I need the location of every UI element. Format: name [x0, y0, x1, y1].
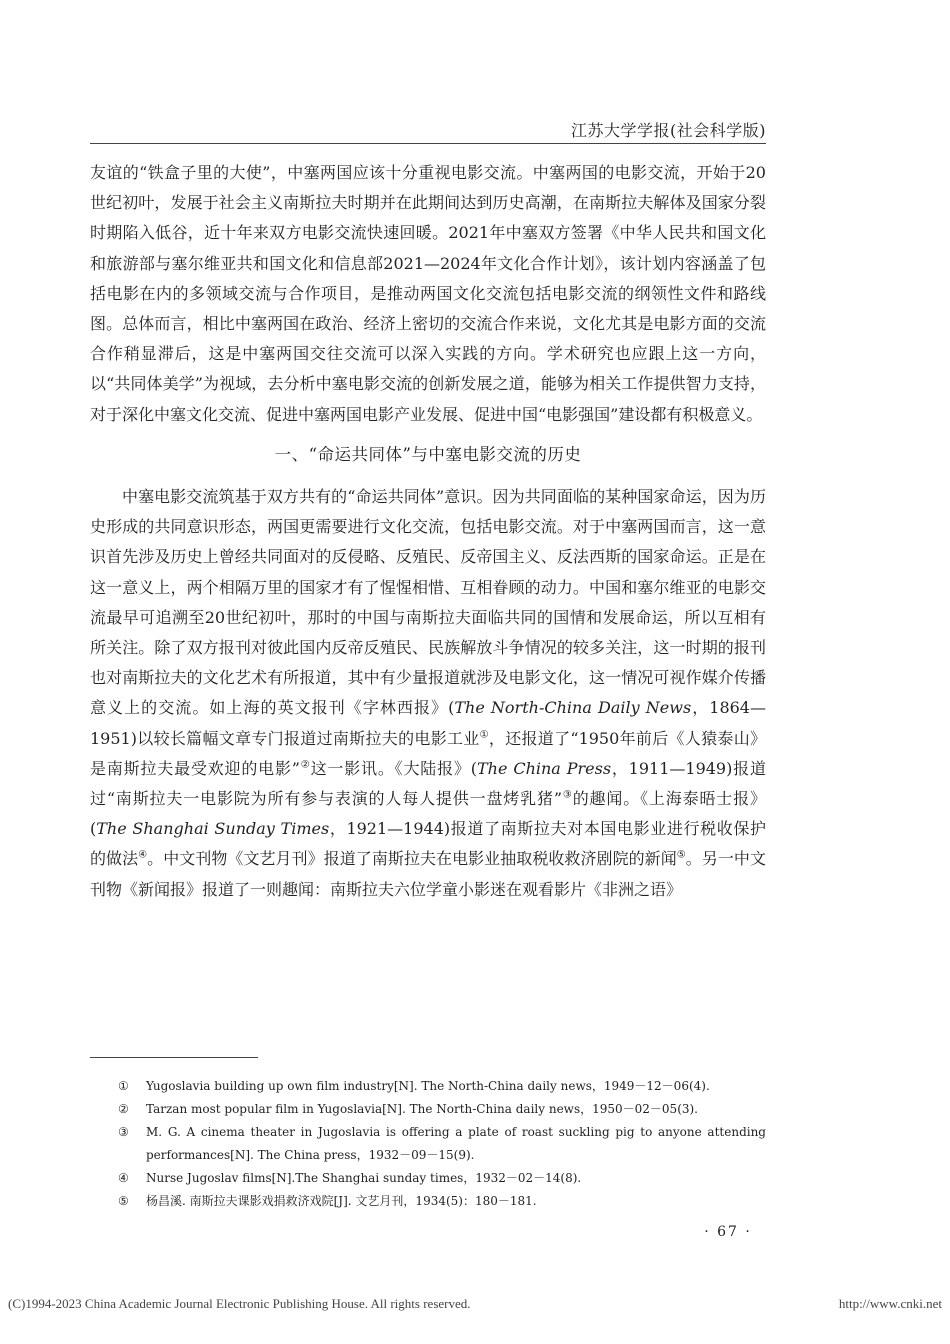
cnki-link[interactable]: http://www.cnki.net [838, 1296, 942, 1311]
journal-header: 江苏大学学报(社会科学版) [571, 121, 766, 140]
footnote-item [118, 1075, 766, 1098]
italic-title: The North-China Daily News [454, 698, 692, 718]
footnote-number: ③ [118, 1125, 129, 1139]
footnote-ref[interactable]: ⑤ [676, 850, 686, 862]
text-run: ，1921—1944)报道了南斯拉夫对本国电影业进行税收保护的做法 [90, 819, 767, 869]
text-run: ，还报道了“1950年前后《人猿泰山》是南斯拉夫最受欢迎的电影” [90, 728, 767, 778]
text-run: 这一影讯。《大陆报》( [310, 758, 477, 778]
footnote-text: Tarzan most popular film in Yugoslavia[N]. The North-China daily news，1950－02－05(3). [146, 1102, 699, 1116]
italic-title: The China Press [476, 758, 612, 778]
italic-title: The Shanghai Sunday Times [96, 819, 330, 839]
footnote-text: 杨昌溪. 南斯拉夫课影戏捐救济戏院[J]. 文艺月刊，1934(5)：180－181. [146, 1194, 537, 1208]
text-run: 。中文刊物《文艺月刊》报道了南斯拉夫在电影业抽取税收救济剧院的新闻 [147, 849, 677, 869]
footnote-item [118, 1098, 766, 1121]
footnote-text: Nurse Jugoslav films[N].The Shanghai sunday times，1932－02－14(8). [146, 1171, 582, 1185]
text-run: 中塞电影交流筑基于双方共有的“命运共同体”意识。因为共同面临的某种国家命运，因为历史形成的共同意识形态，两国更需要进行文化交流，包括电影交流。对于中塞两国而言，这一意识首先涉及历史上曾经共同面对的反侵略、反殖民、反帝国主义、反法西斯的国家命运。正是在这一意义上，两个相隔万里的国家才有了惺惺相惜、互相眷顾的动力。中国和塞尔维亚的电影交流最早可追溯至20世纪初叶，那时的中国与南斯拉夫面临共同的国情和发展命运，所以互相有所关注。除了双方报刊对彼此国内反帝反殖民、民族解放斗争情况的较多关注，这一时期的报刊也对南斯拉夫的文化艺术有所报道，其中有少量报道就涉及电影文化，这一情况可视作媒介传播意义上的交流。如上海的英文报刊《字林西报》( [90, 487, 766, 718]
text-run: 的趣闻。《上海泰晤士报》( [90, 789, 766, 839]
footnote-number: ④ [118, 1171, 129, 1185]
footnote-ref[interactable]: ② [299, 759, 311, 771]
text-run: ，1911—1949)报道过“南斯拉夫一电影院为所有参与表演的人每人提供一盘烤乳猪” [90, 758, 766, 809]
copyright-line [8, 1296, 942, 1312]
footnote-number: ② [118, 1102, 129, 1116]
footnote-ref[interactable]: ① [479, 729, 489, 741]
page-number: · 67 · [704, 1224, 752, 1240]
section-heading: 一、“命运共同体”与中塞电影交流的历史 [274, 444, 582, 464]
footnote-item [118, 1121, 766, 1167]
footnote-ref[interactable]: ③ [562, 789, 573, 801]
paragraph-2 [90, 482, 766, 905]
header-rule [90, 143, 766, 144]
footnotes [118, 1075, 766, 1213]
copyright-text: (C)1994-2023 China Academic Journal Electronic Publishing House. All rights reserved. [8, 1296, 471, 1311]
text-run: 。另一中文刊物《新闻报》报道了一则趣闻：南斯拉夫六位学童小影迷在观看影片《非洲之语》 [90, 849, 766, 899]
footnote-rule [90, 1057, 258, 1058]
footnote-item [118, 1190, 766, 1213]
text-run: ，1864—1951)以较长篇幅文章专门报道过南斯拉夫的电影工业 [90, 698, 766, 748]
article-body [90, 158, 766, 905]
footnote-number: ⑤ [118, 1194, 129, 1208]
footnote-item [118, 1167, 766, 1190]
footnote-number: ① [118, 1079, 129, 1093]
footnote-text: M. G. A cinema theater in Jugoslavia is offering a plate of roast suckling pig to anyone attending performances[N]. The China press，1932－09－15(9). [146, 1125, 766, 1162]
footnote-text: Yugoslavia building up own film industry[N]. The North-China daily news，1949－12－06(4). [146, 1079, 710, 1093]
footnote-ref[interactable]: ④ [138, 850, 148, 862]
paragraph-1: 友谊的“铁盒子里的大使”，中塞两国应该十分重视电影交流。中塞两国的电影交流，开始于20世纪初叶，发展于社会主义南斯拉夫时期并在此期间达到历史高潮，在南斯拉夫解体及国家分裂时期陷入低谷，近十年来双方电影交流快速回暖。2021年中塞双方签署《中华人民共和国文化和旅游部与塞尔维亚共和国文化和信息部2021—2024年文化合作计划》，该计划内容涵盖了包括电影在内的多领域交流与合作项目，是推动两国文化交流包括电影交流的纲领性文件和路线图。总体而言，相比中塞两国在政治、经济上密切的交流合作来说，文化尤其是电影方面的交流合作稍显滞后，这是中塞两国交往交流可以深入实践的方向。学术研究也应跟上这一方向，以“共同体美学”为视域，去分析中塞电影交流的创新发展之道，能够为相关工作提供智力支持，对于深化中塞文化交流、促进中塞两国电影产业发展、促进中国“电影强国”建设都有积极意义。 [90, 163, 766, 424]
